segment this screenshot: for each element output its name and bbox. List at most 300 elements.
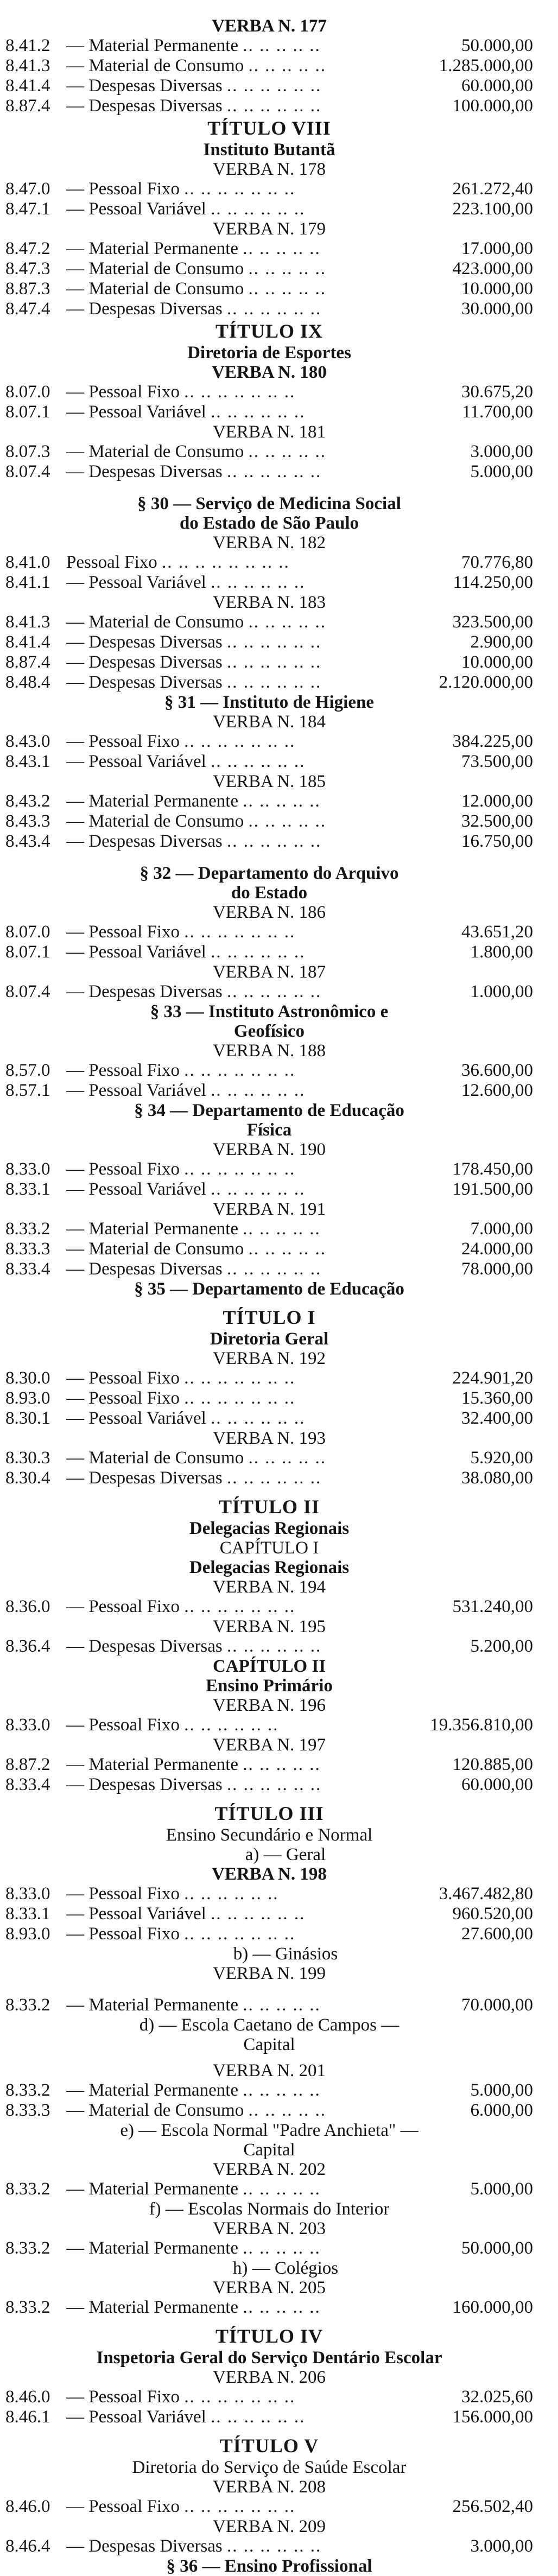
line-description-group bbox=[66, 2387, 461, 2407]
dot-leader: .. .. .. .. .. bbox=[243, 2238, 321, 2258]
line-description: — Pessoal Variável bbox=[66, 402, 206, 422]
amount-value: 5.000,00 bbox=[470, 2179, 533, 2199]
line-description-group bbox=[66, 2298, 453, 2318]
budget-line bbox=[5, 732, 533, 752]
line-description-group bbox=[66, 299, 461, 319]
amount-value: 24.000,00 bbox=[461, 1239, 533, 1259]
account-code: 8.41.3 bbox=[5, 56, 50, 75]
line-description-group bbox=[66, 1715, 430, 1735]
dot-leader: .. .. .. .. .. .. .. bbox=[184, 1159, 296, 1179]
account-code: 8.93.0 bbox=[5, 1924, 50, 1944]
heading-line: VERBA N. 188 bbox=[212, 1041, 326, 1061]
line-description: — Material Permanente bbox=[66, 1755, 239, 1774]
heading-line: VERBA N. 197 bbox=[212, 1735, 326, 1755]
account-code: 8.33.2 bbox=[5, 2080, 50, 2100]
heading-line: VERBA N. 192 bbox=[212, 1349, 326, 1368]
amount-value: 2.120.000,00 bbox=[439, 672, 533, 692]
budget-line bbox=[5, 1408, 533, 1429]
account-code: 8.07.4 bbox=[5, 982, 50, 1001]
spacer bbox=[5, 1983, 533, 1995]
budget-line bbox=[5, 752, 533, 772]
line-description-group bbox=[66, 1388, 461, 1408]
budget-line bbox=[5, 239, 533, 259]
line-description-group bbox=[66, 652, 461, 672]
amount-value: 12.000,00 bbox=[461, 791, 533, 811]
line-description-group bbox=[66, 632, 471, 652]
dot-leader: .. .. .. .. .. .. bbox=[227, 1775, 322, 1794]
budget-line bbox=[5, 2238, 533, 2258]
spacer bbox=[5, 2427, 533, 2434]
dot-leader: .. .. .. .. .. bbox=[248, 612, 326, 632]
line-description-group bbox=[66, 2407, 453, 2427]
amount-value: 3.467.482,80 bbox=[439, 1884, 533, 1904]
budget-line bbox=[5, 982, 533, 1002]
line-description: — Pessoal Fixo bbox=[66, 1061, 180, 1080]
line-description-group bbox=[66, 832, 461, 852]
line-description-group bbox=[66, 382, 461, 402]
heading-line: Delegacias Regionais bbox=[189, 1519, 350, 1538]
budget-line bbox=[5, 1995, 533, 2015]
dot-leader: .. .. .. .. .. bbox=[248, 2101, 326, 2120]
amount-value: 1.000,00 bbox=[470, 982, 533, 1001]
budget-line bbox=[5, 1219, 533, 1239]
line-description-group bbox=[66, 1924, 461, 1944]
amount-value: 16.750,00 bbox=[461, 832, 533, 851]
line-description: — Material de Consumo bbox=[66, 56, 244, 75]
budget-line bbox=[5, 1884, 533, 1904]
heading-line: VERBA N. 180 bbox=[212, 363, 327, 382]
amount-value: 50.000,00 bbox=[461, 2238, 533, 2258]
heading-line: Diretoria do Serviço de Saúde Escolar bbox=[132, 2458, 407, 2477]
heading-line: § 34 — Departamento de Educação bbox=[134, 1101, 404, 1120]
account-code: 8.46.0 bbox=[5, 2497, 50, 2516]
heading-line: Ensino Secundário e Normal bbox=[166, 1825, 373, 1845]
dot-leader: .. .. .. .. .. .. bbox=[211, 199, 306, 219]
account-code: 8.30.4 bbox=[5, 1468, 50, 1488]
account-code: 8.33.0 bbox=[5, 1884, 50, 1904]
line-description: — Despesas Diversas bbox=[66, 1775, 223, 1794]
budget-line bbox=[5, 811, 533, 832]
line-description-group bbox=[66, 1904, 453, 1924]
heading-line: VERBA N. 191 bbox=[212, 1200, 326, 1219]
spacer bbox=[5, 2054, 533, 2061]
amount-value: 10.000,00 bbox=[461, 652, 533, 672]
line-description: — Pessoal Variável bbox=[66, 199, 206, 219]
account-code: 8.07.3 bbox=[5, 442, 50, 461]
dot-leader: .. .. .. .. .. bbox=[243, 2080, 321, 2100]
line-description-group bbox=[66, 56, 439, 76]
amount-value: 191.500,00 bbox=[452, 1179, 533, 1199]
account-code: 8.33.0 bbox=[5, 1159, 50, 1179]
dot-leader: .. .. .. .. .. bbox=[248, 811, 326, 831]
account-code: 8.57.0 bbox=[5, 1061, 50, 1080]
heading-line: a) — Geral bbox=[245, 1845, 326, 1864]
line-description: — Pessoal Fixo bbox=[66, 179, 180, 199]
line-description: — Material Permanente bbox=[66, 239, 239, 258]
heading-line: Capital bbox=[243, 2035, 295, 2054]
dot-leader: .. .. .. .. .. .. bbox=[227, 672, 322, 692]
amount-value: 38.080,00 bbox=[461, 1468, 533, 1488]
line-description-group bbox=[66, 442, 471, 462]
budget-line bbox=[5, 1715, 533, 1735]
line-description-group bbox=[66, 1884, 439, 1904]
heading-line: VERBA N. 199 bbox=[212, 1964, 326, 1983]
account-code: 8.47.4 bbox=[5, 299, 50, 319]
account-code: 8.33.3 bbox=[5, 1239, 50, 1259]
account-code: 8.41.4 bbox=[5, 632, 50, 652]
budget-line bbox=[5, 279, 533, 299]
heading-line: Diretoria Geral bbox=[210, 1329, 329, 1349]
dot-leader: .. .. .. .. .. .. bbox=[211, 1408, 306, 1428]
account-code: 8.41.0 bbox=[5, 553, 50, 572]
account-code: 8.93.0 bbox=[5, 1388, 50, 1408]
line-description: — Pessoal Variável bbox=[66, 1081, 206, 1100]
heading-line: VERBA N. 203 bbox=[212, 2219, 326, 2238]
account-code: 8.33.1 bbox=[5, 1179, 50, 1199]
line-description: — Despesas Diversas bbox=[66, 652, 223, 672]
line-description: — Pessoal Fixo bbox=[66, 1924, 180, 1944]
account-code: 8.07.0 bbox=[5, 382, 50, 402]
budget-line bbox=[5, 1061, 533, 1081]
line-description: — Despesas Diversas bbox=[66, 1259, 223, 1279]
line-description: — Material Permanente bbox=[66, 36, 239, 55]
line-description-group bbox=[66, 922, 461, 942]
amount-value: 19.356.810,00 bbox=[430, 1715, 533, 1735]
spacer bbox=[5, 1488, 533, 1495]
budget-line bbox=[5, 299, 533, 319]
amount-value: 2.900,00 bbox=[470, 632, 533, 652]
line-description: — Despesas Diversas bbox=[66, 672, 223, 692]
amount-value: 12.600,00 bbox=[461, 1081, 533, 1100]
line-description-group bbox=[66, 1259, 461, 1279]
account-code: 8.87.4 bbox=[5, 96, 50, 116]
line-description-group bbox=[66, 1636, 471, 1657]
line-description: — Pessoal Variável bbox=[66, 1408, 206, 1428]
account-code: 8.33.2 bbox=[5, 2298, 50, 2317]
amount-value: 384.225,00 bbox=[452, 732, 533, 751]
line-description-group bbox=[66, 462, 471, 482]
heading-line: Delegacias Regionais bbox=[189, 1558, 350, 1577]
heading-line: § 36 — Ensino Profissional bbox=[166, 2556, 372, 2576]
account-code: 8.41.3 bbox=[5, 612, 50, 632]
amount-value: 531.240,00 bbox=[452, 1597, 533, 1616]
budget-line bbox=[5, 1755, 533, 1775]
budget-line bbox=[5, 1468, 533, 1488]
heading-line: VERBA N. 186 bbox=[212, 903, 326, 922]
amount-value: 5.920,00 bbox=[470, 1448, 533, 1468]
dot-leader: .. .. .. .. .. .. .. bbox=[184, 1388, 296, 1408]
line-description-group bbox=[66, 76, 461, 96]
dot-leader: .. .. .. .. .. .. .. bbox=[184, 179, 296, 199]
line-description-group bbox=[66, 752, 461, 772]
amount-value: 43.651,20 bbox=[461, 922, 533, 942]
heading-line: VERBA N. 202 bbox=[212, 2160, 326, 2179]
line-description-group bbox=[66, 2497, 453, 2517]
amount-value: 120.885,00 bbox=[452, 1755, 533, 1774]
budget-line bbox=[5, 76, 533, 96]
amount-value: 5.000,00 bbox=[470, 462, 533, 481]
line-description-group bbox=[66, 36, 461, 56]
heading-line: d) — Escola Caetano de Campos — bbox=[139, 2015, 400, 2035]
amount-value: 17.000,00 bbox=[461, 239, 533, 258]
amount-value: 70.776,80 bbox=[461, 553, 533, 572]
account-code: 8.87.4 bbox=[5, 652, 50, 672]
budget-line bbox=[5, 96, 533, 116]
account-code: 8.57.1 bbox=[5, 1081, 50, 1100]
dot-leader: .. .. .. .. .. bbox=[243, 1995, 321, 2015]
line-description: — Despesas Diversas bbox=[66, 96, 223, 116]
line-description: — Despesas Diversas bbox=[66, 982, 223, 1001]
budget-line bbox=[5, 791, 533, 811]
dot-leader: .. .. .. .. .. .. bbox=[184, 1884, 279, 1904]
line-description: — Pessoal Fixo bbox=[66, 1597, 180, 1616]
heading-line: VERBA N. 185 bbox=[212, 772, 326, 791]
amount-value: 3.000,00 bbox=[470, 442, 533, 461]
account-code: 8.36.4 bbox=[5, 1636, 50, 1656]
dot-leader: .. .. .. .. .. .. bbox=[227, 982, 322, 1001]
dot-leader: .. .. .. .. .. bbox=[248, 1448, 326, 1468]
dot-leader: .. .. .. .. .. .. .. bbox=[184, 732, 296, 751]
budget-line bbox=[5, 1259, 533, 1279]
budget-line bbox=[5, 2497, 533, 2517]
budget-line bbox=[5, 442, 533, 462]
amount-value: 960.520,00 bbox=[452, 1904, 533, 1924]
account-code: 8.87.3 bbox=[5, 279, 50, 299]
dot-leader: .. .. .. .. .. .. .. bbox=[184, 1924, 296, 1944]
budget-line bbox=[5, 1368, 533, 1388]
heading-line: § 32 — Departamento do Arquivo bbox=[140, 864, 399, 883]
budget-line bbox=[5, 2101, 533, 2121]
heading-line: VERBA N. 190 bbox=[212, 1140, 326, 1159]
heading-line: Geofísico bbox=[233, 1021, 305, 1041]
account-code: 8.47.0 bbox=[5, 179, 50, 199]
line-description: — Pessoal Fixo bbox=[66, 1884, 180, 1904]
heading-line: VERBA N. 179 bbox=[212, 219, 326, 239]
amount-value: 423.000,00 bbox=[452, 259, 533, 278]
dot-leader: .. .. .. .. .. .. .. bbox=[184, 2497, 296, 2516]
section-title: TÍTULO II bbox=[218, 1496, 320, 1518]
heading-line: VERBA N. 195 bbox=[212, 1617, 326, 1636]
heading-line: b) — Ginásios bbox=[233, 1944, 338, 1964]
line-description: — Material de Consumo bbox=[66, 442, 244, 461]
account-code: 8.47.1 bbox=[5, 199, 50, 219]
budget-line bbox=[5, 36, 533, 56]
budget-line bbox=[5, 179, 533, 199]
amount-value: 156.000,00 bbox=[452, 2407, 533, 2427]
line-description-group bbox=[66, 672, 439, 693]
amount-value: 256.502,40 bbox=[452, 2497, 533, 2516]
line-description-group bbox=[66, 612, 453, 632]
section-title: TÍTULO I bbox=[223, 1306, 316, 1328]
line-description-group bbox=[66, 791, 461, 811]
line-description-group bbox=[66, 2238, 461, 2258]
heading-line: h) — Colégios bbox=[232, 2258, 339, 2278]
heading-line: Inspetoria Geral do Serviço Dentário Escolar bbox=[96, 2348, 442, 2368]
budget-line bbox=[5, 1636, 533, 1657]
budget-line bbox=[5, 612, 533, 632]
amount-value: 50.000,00 bbox=[461, 36, 533, 55]
amount-value: 73.500,00 bbox=[461, 752, 533, 771]
budget-line bbox=[5, 553, 533, 573]
budget-line bbox=[5, 632, 533, 652]
heading-line: do Estado de São Paulo bbox=[179, 513, 359, 533]
dot-leader: .. .. .. .. .. .. bbox=[227, 1259, 322, 1279]
spacer bbox=[5, 852, 533, 864]
dot-leader: .. .. .. .. .. .. bbox=[211, 1179, 306, 1199]
dot-leader: .. .. .. .. .. bbox=[243, 1219, 321, 1239]
budget-line bbox=[5, 1597, 533, 1617]
line-description: — Pessoal Variável bbox=[66, 942, 206, 962]
dot-leader: .. .. .. .. .. bbox=[243, 791, 321, 811]
amount-value: 36.600,00 bbox=[461, 1061, 533, 1080]
budget-line bbox=[5, 2536, 533, 2556]
spacer bbox=[5, 482, 533, 494]
heading-line: VERBA N. 205 bbox=[212, 2278, 326, 2298]
account-code: 8.48.4 bbox=[5, 672, 50, 692]
amount-value: 114.250,00 bbox=[453, 573, 533, 592]
amount-value: 178.450,00 bbox=[452, 1159, 533, 1179]
dot-leader: .. .. .. .. .. .. bbox=[227, 1468, 322, 1488]
amount-value: 32.400,00 bbox=[461, 1408, 533, 1428]
dot-leader: .. .. .. .. .. bbox=[248, 56, 326, 75]
amount-value: 30.675,20 bbox=[461, 382, 533, 402]
amount-value: 1.800,00 bbox=[470, 942, 533, 962]
dot-leader: .. .. .. .. .. .. bbox=[211, 2407, 306, 2427]
dot-leader: .. .. .. .. .. .. bbox=[227, 832, 322, 851]
dot-leader: .. .. .. .. .. bbox=[248, 442, 326, 461]
line-description-group bbox=[66, 982, 471, 1002]
budget-line bbox=[5, 922, 533, 942]
heading-line: § 35 — Departamento de Educação bbox=[134, 1279, 404, 1299]
dot-leader: .. .. .. .. .. bbox=[243, 36, 321, 55]
amount-value: 5.000,00 bbox=[470, 2080, 533, 2100]
account-code: 8.07.1 bbox=[5, 942, 50, 962]
account-code: 8.33.2 bbox=[5, 1995, 50, 2015]
account-code: 8.43.0 bbox=[5, 732, 50, 751]
line-description-group bbox=[66, 1081, 461, 1101]
dot-leader: .. .. .. .. .. .. bbox=[211, 1081, 306, 1100]
budget-line bbox=[5, 1081, 533, 1101]
line-description-group bbox=[66, 402, 462, 422]
section-title: TÍTULO III bbox=[214, 1803, 324, 1824]
account-code: 8.07.4 bbox=[5, 462, 50, 481]
amount-value: 32.500,00 bbox=[461, 811, 533, 831]
line-description-group bbox=[66, 2101, 471, 2121]
dot-leader: .. .. .. .. .. .. bbox=[211, 752, 306, 771]
budget-line bbox=[5, 652, 533, 672]
line-description: — Pessoal Fixo bbox=[66, 2387, 180, 2407]
budget-line bbox=[5, 2080, 533, 2101]
section-title: TÍTULO IV bbox=[215, 2325, 324, 2347]
dot-leader: .. .. .. .. .. .. bbox=[211, 573, 306, 592]
heading-line: § 33 — Instituto Astronômico e bbox=[150, 1002, 389, 1021]
dot-leader: .. .. .. .. .. .. bbox=[227, 632, 322, 652]
heading-line: VERBA N. 178 bbox=[212, 160, 326, 179]
line-description-group bbox=[66, 1995, 461, 2015]
section-title: TÍTULO IX bbox=[215, 320, 324, 342]
amount-value: 78.000,00 bbox=[461, 1259, 533, 1279]
heading-line: VERBA N. 181 bbox=[212, 422, 326, 442]
amount-value: 10.000,00 bbox=[461, 279, 533, 299]
heading-line: VERBA N. 177 bbox=[212, 16, 327, 36]
heading-line: f) — Escolas Normais do Interior bbox=[149, 2199, 390, 2219]
amount-value: 32.025,60 bbox=[461, 2387, 533, 2407]
heading-line: Capital bbox=[243, 2140, 295, 2160]
account-code: 8.46.4 bbox=[5, 2536, 50, 2556]
heading-line: Instituto Butantã bbox=[203, 140, 335, 160]
line-description-group bbox=[66, 942, 471, 962]
budget-line bbox=[5, 1239, 533, 1259]
account-code: 8.33.2 bbox=[5, 2179, 50, 2199]
dot-leader: .. .. .. .. .. bbox=[243, 1755, 321, 1774]
line-description: — Material Permanente bbox=[66, 1219, 239, 1239]
budget-line bbox=[5, 2298, 533, 2318]
line-description-group bbox=[66, 1159, 453, 1179]
line-description: — Material de Consumo bbox=[66, 259, 244, 278]
budget-line bbox=[5, 1924, 533, 1944]
heading-line: VERBA N. 187 bbox=[212, 962, 326, 982]
heading-line: CAPÍTULO II bbox=[212, 1657, 326, 1676]
account-code: 8.41.2 bbox=[5, 36, 50, 55]
account-code: 8.43.3 bbox=[5, 811, 50, 831]
account-code: 8.41.4 bbox=[5, 76, 50, 96]
line-description: — Material Permanente bbox=[66, 1995, 239, 2015]
line-description-group bbox=[66, 1755, 453, 1775]
budget-line bbox=[5, 2387, 533, 2407]
budget-line bbox=[5, 462, 533, 482]
spacer bbox=[5, 2318, 533, 2324]
line-description-group bbox=[66, 2536, 471, 2556]
amount-value: 15.360,00 bbox=[461, 1388, 533, 1408]
line-description-group bbox=[66, 1408, 461, 1429]
account-code: 8.47.2 bbox=[5, 239, 50, 258]
line-description-group bbox=[66, 1597, 453, 1617]
amount-value: 323.500,00 bbox=[452, 612, 533, 632]
heading-line: VERBA N. 201 bbox=[212, 2061, 326, 2080]
line-description: — Material de Consumo bbox=[66, 279, 244, 299]
line-description: — Material Permanente bbox=[66, 2179, 239, 2199]
dot-leader: .. .. .. .. .. .. bbox=[211, 1904, 306, 1924]
amount-value: 6.000,00 bbox=[470, 2101, 533, 2120]
line-description-group bbox=[66, 96, 453, 116]
dot-leader: .. .. .. .. .. .. bbox=[227, 462, 322, 481]
dot-leader: .. .. .. .. .. .. bbox=[227, 1636, 322, 1656]
line-description-group bbox=[66, 1468, 461, 1488]
line-description: — Despesas Diversas bbox=[66, 299, 223, 319]
amount-value: 27.600,00 bbox=[461, 1924, 533, 1944]
account-code: 8.33.4 bbox=[5, 1775, 50, 1794]
line-description: — Pessoal Fixo bbox=[66, 1715, 180, 1735]
line-description-group bbox=[66, 279, 461, 299]
budget-line bbox=[5, 382, 533, 402]
budget-line bbox=[5, 402, 533, 422]
amount-value: 261.272,40 bbox=[452, 179, 533, 199]
heading-line: VERBA N. 183 bbox=[212, 593, 326, 612]
dot-leader: .. .. .. .. .. .. .. bbox=[184, 2387, 296, 2407]
account-code: 8.33.2 bbox=[5, 1219, 50, 1239]
line-description: — Pessoal Variável bbox=[66, 752, 206, 771]
account-code: 8.36.0 bbox=[5, 1597, 50, 1616]
amount-value: 100.000,00 bbox=[452, 96, 533, 116]
heading-line: CAPÍTULO I bbox=[219, 1538, 319, 1558]
line-description-group bbox=[66, 1775, 461, 1795]
line-description-group bbox=[66, 259, 453, 279]
dot-leader: .. .. .. .. .. .. .. bbox=[184, 1368, 296, 1388]
line-description: — Pessoal Variável bbox=[66, 1179, 206, 1199]
line-description: — Material de Consumo bbox=[66, 2101, 244, 2120]
line-description-group bbox=[66, 179, 453, 199]
budget-line bbox=[5, 942, 533, 962]
